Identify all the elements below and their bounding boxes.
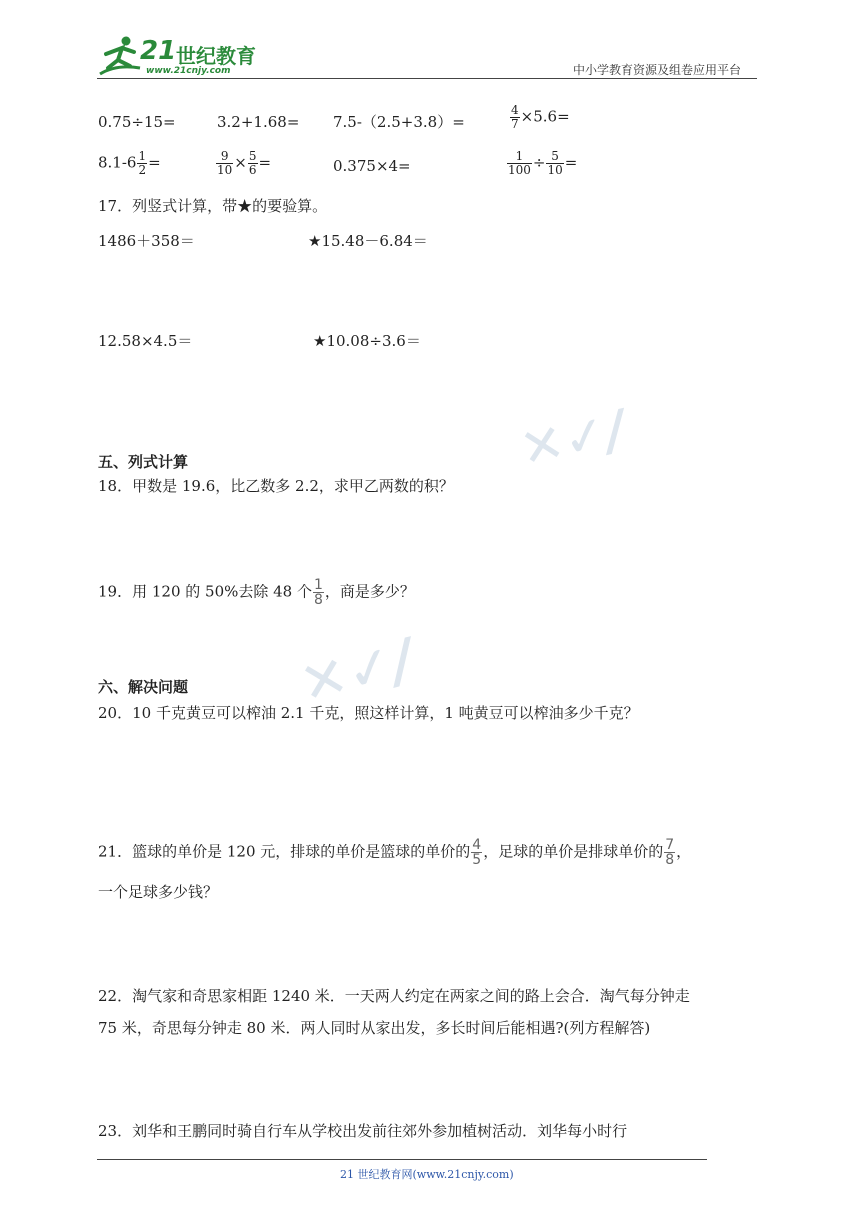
q17-d: ★10.08÷3.6＝ <box>313 332 421 350</box>
logo-url: www.21cnjy.com <box>146 66 231 76</box>
runner-icon <box>96 34 142 78</box>
q21-line1: 21．篮球的单价是 120 元，排球的单价是篮球的单价的 $\frac{4}{5}$ ，足球的单价是排球单价的 $\frac{7}{8}$ ， <box>98 837 692 868</box>
oral-r2-e3: 0.375×4= <box>333 157 411 175</box>
q22-line2: 75 米，奇思每分钟走 80 米．两人同时从家出发，多长时间后能相遇?(列方程解答) <box>98 1019 651 1037</box>
q19: 19．用 120 的 50%去除 48 个 $\frac{1}{8}$ ，商是多少？ <box>98 577 415 608</box>
watermark-1: ✕✓∕ <box>514 399 632 481</box>
oral-r1-e4: $\frac{4}{7}$ ×5.6= <box>511 103 570 131</box>
oral-r2-e2: $\frac{9}{10}$ × $\frac{5}{6}$ = <box>217 149 272 177</box>
oral-r1-e1: 0.75÷15= <box>98 113 176 131</box>
oral-r2-e1: 8.1-6 $\frac{1}{2}$ = <box>98 149 161 177</box>
footer-text[interactable]: 21 世纪教育网(www.21cnjy.com) <box>340 1168 514 1181</box>
q17-a: 1486＋358＝ <box>98 232 195 250</box>
oral-r2-e4: $\frac{1}{100}$ ÷ $\frac{5}{10}$ = <box>508 149 578 177</box>
section5-title: 五、列式计算 <box>98 453 189 471</box>
logo <box>96 34 266 80</box>
q20: 20．10 千克黄豆可以榨油 2.1 千克，照这样计算，1 吨黄豆可以榨油多少千克？ <box>98 704 639 722</box>
q18: 18．甲数是 19.6，比乙数多 2.2，求甲乙两数的积？ <box>98 477 454 495</box>
q17-b: ★15.48－6.84＝ <box>308 232 428 250</box>
q17-title: 17．列竖式计算，带★的要验算。 <box>98 197 328 215</box>
logo-number: 21 <box>140 36 177 66</box>
section6-title: 六、解决问题 <box>98 678 189 696</box>
watermark-2: ✕✓∕ <box>293 627 421 718</box>
header-rule <box>97 78 757 79</box>
q22-line1: 22．淘气家和奇思家相距 1240 米．一天两人约定在两家之间的路上会合．淘气每分钟走 <box>98 987 690 1005</box>
footer-rule <box>97 1159 707 1160</box>
logo-cn: 世纪教育 <box>176 44 256 68</box>
q23-line1: 23．刘华和王鹏同时骑自行车从学校出发前往郊外参加植树活动．刘华每小时行 <box>98 1122 628 1140</box>
platform-name: 中小学教育资源及组卷应用平台 <box>573 63 742 77</box>
q21-line2: 一个足球多少钱？ <box>98 883 219 901</box>
oral-r1-e2: 3.2+1.68= <box>217 113 300 131</box>
oral-r1-e3: 7.5-（2.5+3.8）= <box>333 113 465 131</box>
q17-c: 12.58×4.5＝ <box>98 332 193 350</box>
